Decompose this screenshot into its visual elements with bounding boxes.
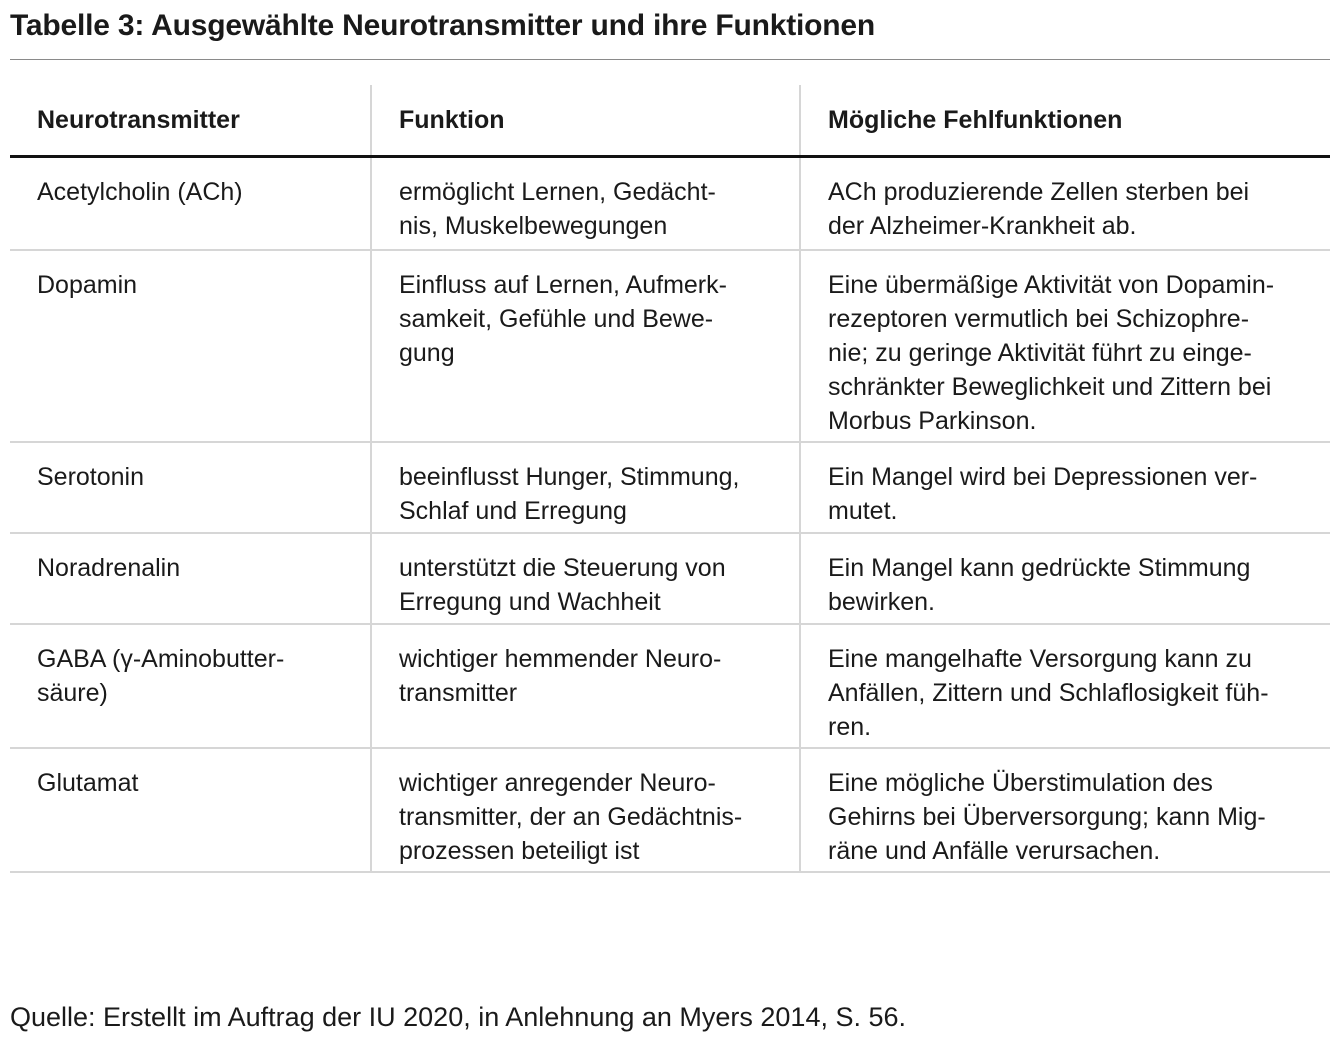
cell-neurotransmitter: Noradrenalin: [10, 533, 371, 624]
table-row: [10, 533, 1330, 624]
cell-fehlfunktionen: Eine übermäßige Aktivität von Dopamin- rezeptoren vermutlich bei Schizophre- nie; zu geringe Aktivität führt zu einge- schränkter Beweglichkeit und Zittern bei Morbus Parkinson.: [800, 250, 1330, 442]
table-header-row: [10, 85, 1330, 157]
neurotransmitter-table: [10, 85, 1330, 873]
title-divider: [10, 59, 1330, 60]
cell-neurotransmitter: Serotonin: [10, 442, 371, 533]
table-row: [10, 250, 1330, 442]
cell-fehlfunktionen: Eine mögliche Überstimulation des Gehirns bei Überversorgung; kann Mig- räne und Anfälle verursachen.: [800, 748, 1330, 872]
cell-funktion: wichtiger anregender Neuro- transmitter, der an Gedächtnis- prozessen beteiligt ist: [371, 748, 800, 872]
cell-funktion: Einfluss auf Lernen, Aufmerk- samkeit, Gefühle und Bewe- gung: [371, 250, 800, 442]
table-title: Tabelle 3: Ausgewählte Neurotransmitter und ihre Funktionen: [10, 9, 875, 42]
table-row: [10, 624, 1330, 748]
cell-funktion: wichtiger hemmender Neuro- transmitter: [371, 624, 800, 748]
table-row: [10, 748, 1330, 872]
cell-neurotransmitter: GABA (γ-Aminobutter- säure): [10, 624, 371, 748]
cell-funktion: unterstützt die Steuerung von Erregung und Wachheit: [371, 533, 800, 624]
cell-funktion: beeinflusst Hunger, Stimmung, Schlaf und Erregung: [371, 442, 800, 533]
table-row: [10, 157, 1330, 250]
cell-funktion: ermöglicht Lernen, Gedächt- nis, Muskelbewegungen: [371, 157, 800, 250]
cell-neurotransmitter: Acetylcholin (ACh): [10, 157, 371, 250]
cell-neurotransmitter: Dopamin: [10, 250, 371, 442]
cell-neurotransmitter: Glutamat: [10, 748, 371, 872]
cell-fehlfunktionen: Ein Mangel wird bei Depressionen ver- mutet.: [800, 442, 1330, 533]
header-funktion: Funktion: [371, 85, 800, 157]
source-caption: Quelle: Erstellt im Auftrag der IU 2020, in Anlehnung an Myers 2014, S. 56.: [10, 1002, 907, 1032]
cell-fehlfunktionen: Eine mangelhafte Versorgung kann zu Anfällen, Zittern und Schlaflosigkeit füh- ren.: [800, 624, 1330, 748]
cell-fehlfunktionen: ACh produzierende Zellen sterben bei der Alzheimer-Krankheit ab.: [800, 157, 1330, 250]
table-row: [10, 442, 1330, 533]
header-fehlfunktionen: Mögliche Fehlfunktionen: [800, 85, 1330, 157]
cell-fehlfunktionen: Ein Mangel kann gedrückte Stimmung bewirken.: [800, 533, 1330, 624]
header-neurotransmitter: Neurotransmitter: [10, 85, 371, 157]
